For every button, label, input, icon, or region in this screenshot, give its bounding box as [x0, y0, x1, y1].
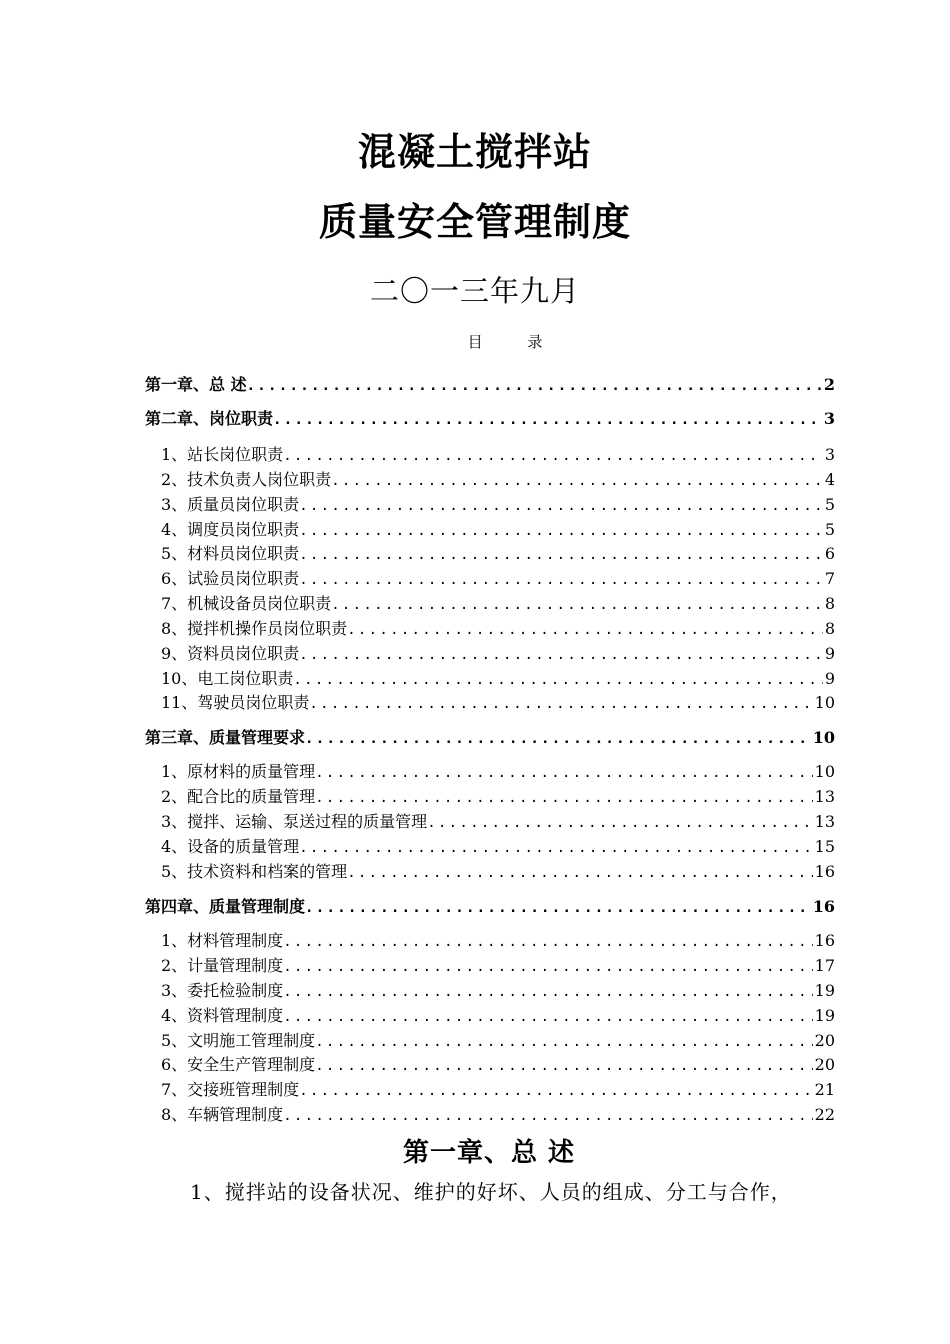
- toc-entry[interactable]: [145, 727, 835, 749]
- toc-entry-page: 13: [814, 787, 835, 806]
- toc-leader-dots: [283, 1006, 812, 1027]
- toc-entry-page: 9: [824, 644, 835, 663]
- toc-entry-label: 5、材料员岗位职责: [161, 544, 300, 563]
- toc-entry-label: 6、试验员岗位职责: [161, 569, 300, 588]
- document-date: 二〇一三年九月: [369, 274, 580, 308]
- toc-leader-dots: [315, 1055, 812, 1076]
- toc-entry-label: 5、技术资料和档案的管理: [161, 862, 348, 881]
- toc-entry-label: 11、驾驶员岗位职责: [161, 693, 310, 712]
- toc-entry-page: 17: [814, 956, 835, 975]
- toc-entry-label: 第二章、岗位职责: [145, 409, 274, 428]
- toc-entry-label: 2、计量管理制度: [161, 956, 284, 975]
- toc-entry-page: 3: [824, 445, 835, 464]
- toc-entry[interactable]: [145, 374, 835, 396]
- toc-entry[interactable]: [161, 861, 835, 883]
- toc-entry[interactable]: [161, 593, 835, 615]
- toc-leader-dots: [299, 644, 823, 665]
- toc-entry-label: 2、配合比的质量管理: [161, 787, 316, 806]
- toc-leader-dots: [283, 931, 812, 952]
- toc-leader-dots: [299, 569, 823, 590]
- toc-heading: 目 录: [467, 333, 563, 351]
- toc-entry-page: 20: [814, 1055, 835, 1074]
- toc-entry-label: 7、机械设备员岗位职责: [161, 594, 332, 613]
- toc-entry-page: 4: [824, 470, 835, 489]
- toc-leader-dots: [315, 787, 812, 808]
- toc-entry[interactable]: [161, 692, 835, 714]
- toc-entry[interactable]: [161, 761, 835, 783]
- toc-entry[interactable]: [161, 1104, 835, 1126]
- toc-entry[interactable]: [161, 494, 835, 516]
- toc-entry[interactable]: [161, 811, 835, 833]
- toc-entry[interactable]: [161, 955, 835, 977]
- toc-leader-dots: [347, 619, 823, 640]
- toc-entry-label: 8、搅拌机操作员岗位职责: [161, 619, 348, 638]
- toc-leader-dots: [299, 837, 812, 858]
- toc-leader-dots: [315, 1031, 812, 1052]
- toc-entry-page: 5: [824, 495, 835, 514]
- toc-entry-page: 19: [814, 1006, 835, 1025]
- toc-entry[interactable]: [161, 1030, 835, 1052]
- toc-leader-dots: [309, 693, 812, 714]
- toc-entry[interactable]: [161, 469, 835, 491]
- toc-entry-page: 2: [823, 375, 835, 394]
- toc-entry-page: 9: [824, 669, 835, 688]
- toc-entry-label: 6、安全生产管理制度: [161, 1055, 316, 1074]
- toc-entry-page: 8: [824, 619, 835, 638]
- toc-leader-dots: [283, 445, 823, 466]
- toc-entry-label: 4、资料管理制度: [161, 1006, 284, 1025]
- toc-leader-dots: [315, 762, 812, 783]
- toc-entry[interactable]: [161, 930, 835, 952]
- toc-entry-label: 第四章、质量管理制度: [145, 897, 306, 916]
- toc-entry-page: 22: [814, 1105, 835, 1124]
- body-paragraph: 1、搅拌站的设备状况、维护的好坏、人员的组成、分工与合作，: [190, 1180, 792, 1204]
- toc-entry-page: 16: [814, 862, 835, 881]
- toc-leader-dots: [283, 1105, 812, 1126]
- toc-entry-label: 第一章、总 述: [145, 375, 247, 394]
- toc-entry-label: 7、交接班管理制度: [161, 1080, 300, 1099]
- toc-leader-dots: [331, 470, 823, 491]
- toc-entry-page: 3: [823, 409, 835, 428]
- toc-entry[interactable]: [161, 543, 835, 565]
- toc-entry[interactable]: [161, 1079, 835, 1101]
- document-title-line2: 质量安全管理制度: [318, 200, 631, 244]
- toc-entry[interactable]: [145, 896, 835, 918]
- toc-entry[interactable]: [161, 1054, 835, 1076]
- document-title-line1: 混凝土搅拌站: [357, 130, 592, 174]
- toc-leader-dots: [283, 956, 812, 977]
- toc-entry-page: 7: [824, 569, 835, 588]
- toc-leader-dots: [299, 495, 823, 516]
- toc-entry[interactable]: [161, 668, 835, 690]
- toc-entry-label: 3、质量员岗位职责: [161, 495, 300, 514]
- toc-entry[interactable]: [161, 618, 835, 640]
- toc-entry-label: 9、资料员岗位职责: [161, 644, 300, 663]
- toc-leader-dots: [299, 1080, 812, 1101]
- toc-entry-label: 2、技术负责人岗位职责: [161, 470, 332, 489]
- toc-entry-label: 4、设备的质量管理: [161, 837, 300, 856]
- toc-entry[interactable]: [161, 519, 835, 541]
- toc-entry-label: 1、材料管理制度: [161, 931, 284, 950]
- toc-entry-label: 3、搅拌、运输、泵送过程的质量管理: [161, 812, 428, 831]
- toc-entry-label: 10、电工岗位职责: [161, 669, 294, 688]
- toc-entry-page: 13: [814, 812, 835, 831]
- toc-leader-dots: [305, 897, 811, 918]
- toc-leader-dots: [283, 981, 812, 1002]
- toc-entry-page: 6: [824, 544, 835, 563]
- toc-entry-page: 21: [814, 1080, 835, 1099]
- toc-leader-dots: [247, 375, 822, 396]
- toc-leader-dots: [347, 862, 812, 883]
- toc-entry[interactable]: [161, 786, 835, 808]
- toc-entry-page: 5: [824, 520, 835, 539]
- toc-leader-dots: [331, 594, 823, 615]
- toc-entry[interactable]: [161, 1005, 835, 1027]
- toc-entry-label: 第三章、质量管理要求: [145, 728, 306, 747]
- toc-entry-label: 5、文明施工管理制度: [161, 1031, 316, 1050]
- toc-entry-label: 4、调度员岗位职责: [161, 520, 300, 539]
- toc-entry[interactable]: [161, 444, 835, 466]
- toc-leader-dots: [299, 520, 823, 541]
- toc-entry-page: 16: [812, 897, 835, 916]
- toc-entry-page: 19: [814, 981, 835, 1000]
- toc-entry[interactable]: [161, 643, 835, 665]
- toc-entry-label: 8、车辆管理制度: [161, 1105, 284, 1124]
- toc-leader-dots: [299, 544, 823, 565]
- toc-entry-label: 1、原材料的质量管理: [161, 762, 316, 781]
- toc-entry-page: 10: [812, 728, 835, 747]
- toc-leader-dots: [273, 409, 822, 430]
- toc-leader-dots: [305, 728, 811, 749]
- toc-entry-page: 10: [814, 762, 835, 781]
- toc-entry[interactable]: [145, 408, 835, 430]
- toc-leader-dots: [427, 812, 812, 833]
- toc-entry-label: 3、委托检验制度: [161, 981, 284, 1000]
- toc-entry-page: 10: [814, 693, 835, 712]
- toc-entry-label: 1、站长岗位职责: [161, 445, 284, 464]
- toc-entry-page: 20: [814, 1031, 835, 1050]
- toc-entry-page: 16: [814, 931, 835, 950]
- toc-entry[interactable]: [161, 980, 835, 1002]
- toc-entry-page: 8: [824, 594, 835, 613]
- toc-entry-page: 15: [814, 837, 835, 856]
- toc-entry[interactable]: [161, 568, 835, 590]
- chapter-title: 第一章、总 述: [402, 1138, 576, 1168]
- toc-entry[interactable]: [161, 836, 835, 858]
- toc-leader-dots: [293, 669, 822, 690]
